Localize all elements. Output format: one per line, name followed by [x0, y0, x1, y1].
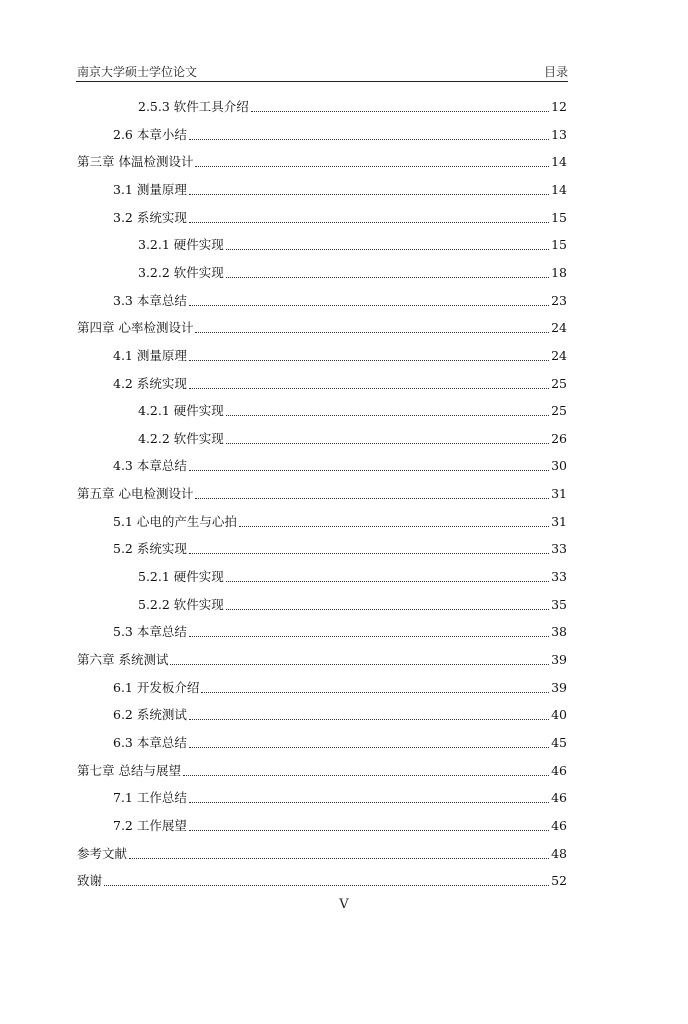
dot-leader	[189, 305, 549, 306]
dot-leader	[170, 664, 549, 665]
toc-entry-title: 6.1 开发板介绍	[113, 679, 200, 695]
toc-entry-title: 第六章 系统测试	[77, 652, 169, 667]
toc-entry-page: 12	[551, 99, 567, 114]
dot-leader	[189, 222, 549, 223]
toc-entry-title: 5.2.2 软件实现	[138, 596, 224, 612]
dot-leader	[129, 858, 549, 859]
toc-entry-title: 4.2.2 软件实现	[138, 430, 224, 446]
toc-entry-title: 5.2 系统实现	[113, 541, 187, 557]
toc-entry[interactable]	[77, 316, 567, 336]
toc-entry-title: 5.1 心电的产生与心拍	[113, 513, 237, 529]
toc-entry[interactable]	[77, 150, 567, 170]
toc-entry-page: 15	[551, 209, 567, 225]
toc-entry[interactable]	[138, 233, 567, 253]
toc-entry[interactable]	[138, 399, 567, 419]
toc-entry[interactable]	[113, 814, 567, 834]
dot-leader	[183, 775, 549, 776]
toc-entry[interactable]	[113, 344, 567, 364]
toc-entry[interactable]	[113, 123, 567, 143]
toc-entry-page: 40	[551, 707, 567, 723]
toc-entry-title: 7.2 工作展望	[113, 817, 187, 833]
dot-leader	[189, 470, 549, 471]
dot-leader	[226, 249, 549, 250]
toc-entry-title: 6.2 系统测试	[113, 707, 187, 723]
toc-entry-title: 7.1 工作总结	[113, 790, 187, 806]
toc-entry[interactable]	[113, 620, 567, 640]
toc-entry-title: 第五章 心电检测设计	[77, 486, 194, 502]
toc-entry-page: 14	[551, 154, 567, 170]
toc-entry-page: 39	[551, 652, 567, 667]
toc-entry[interactable]	[77, 759, 567, 779]
toc-entry-title: 3.3 本章总结	[113, 292, 187, 308]
toc-entry-page: 46	[551, 790, 567, 806]
toc-entry-title: 第七章 总结与展望	[77, 762, 181, 778]
toc-entry-page: 33	[551, 541, 567, 557]
dot-leader	[195, 166, 549, 167]
toc-entry[interactable]	[113, 454, 567, 474]
dot-leader	[195, 498, 549, 499]
dot-leader	[189, 360, 549, 361]
toc-entry-page: 30	[551, 458, 567, 474]
dot-leader	[226, 277, 549, 278]
toc-entry[interactable]	[113, 510, 567, 530]
toc-entry-page: 15	[551, 237, 567, 253]
toc-entry-title: 2.5.3 软件工具介绍	[138, 99, 249, 114]
toc-entry[interactable]	[77, 482, 567, 502]
toc-entry-title: 5.3 本章总结	[113, 624, 187, 640]
dot-leader	[251, 111, 549, 112]
toc-entry-page: 23	[551, 292, 567, 308]
toc-entry[interactable]	[113, 537, 567, 557]
toc-entry-title: 3.1 测量原理	[113, 181, 187, 197]
toc-entry[interactable]	[77, 869, 567, 889]
toc-entry-title: 2.6 本章小结	[113, 126, 187, 142]
toc-entry-page: 18	[551, 264, 567, 280]
toc-entry-page: 46	[551, 762, 567, 778]
toc-entry-title: 4.2 系统实现	[113, 375, 187, 391]
page-number: V	[339, 897, 349, 912]
toc-entry[interactable]	[138, 593, 567, 613]
toc-entry[interactable]	[113, 289, 567, 309]
toc-entry-page: 39	[551, 679, 567, 695]
toc-entry[interactable]	[113, 731, 567, 751]
toc-entry-page: 24	[551, 347, 567, 363]
toc-entry-page: 31	[551, 486, 567, 502]
dot-leader	[104, 885, 549, 886]
dot-leader	[189, 553, 549, 554]
toc-entry-page: 48	[551, 845, 567, 861]
toc-entry[interactable]	[113, 206, 567, 226]
dot-leader	[195, 332, 549, 333]
dot-leader	[189, 830, 549, 831]
running-header-section: 目录	[543, 65, 568, 79]
dot-leader	[189, 636, 549, 637]
toc-entry-page: 46	[551, 817, 567, 833]
toc-entry[interactable]	[138, 565, 567, 585]
toc-entry[interactable]	[77, 842, 567, 862]
toc-entry-title: 第四章 心率检测设计	[77, 320, 194, 336]
toc-entry-page: 35	[551, 596, 567, 612]
toc-entry-page: 31	[551, 513, 567, 529]
toc-entry-page: 25	[551, 403, 567, 419]
toc-entry[interactable]	[113, 178, 567, 198]
toc-entry-title: 5.2.1 硬件实现	[138, 569, 224, 585]
dot-leader	[226, 609, 549, 610]
toc-entry-page: 14	[551, 181, 567, 197]
toc-entry[interactable]	[138, 427, 567, 447]
toc-entry-title: 4.3 本章总结	[113, 458, 187, 474]
dot-leader	[189, 747, 549, 748]
running-header-title: 南京大学硕士学位论文	[77, 65, 198, 79]
toc-entry-page: 25	[551, 375, 567, 391]
toc-entry-title: 3.2.1 硬件实现	[138, 237, 224, 253]
dot-leader	[226, 443, 549, 444]
header-rule	[76, 81, 568, 82]
toc-entry[interactable]	[138, 261, 567, 281]
toc-entry-page: 52	[551, 873, 567, 889]
dot-leader	[226, 415, 549, 416]
toc-entry-page: 45	[551, 734, 567, 750]
dot-leader	[201, 692, 549, 693]
toc-entry-title: 第三章 体温检测设计	[77, 154, 194, 170]
toc-entry[interactable]	[138, 95, 567, 115]
toc-entry-page: 38	[551, 624, 567, 640]
toc-entry-title: 6.3 本章总结	[113, 734, 187, 750]
dot-leader	[189, 719, 549, 720]
toc-entry-page: 24	[551, 320, 567, 336]
toc-entry-title: 3.2 系统实现	[113, 209, 187, 225]
toc-entry-title: 参考文献	[77, 845, 128, 861]
dot-leader	[189, 388, 549, 389]
dot-leader	[239, 526, 549, 527]
toc-entry-title: 4.1 测量原理	[113, 347, 187, 363]
toc-entry[interactable]	[113, 703, 567, 723]
toc-entry[interactable]	[113, 372, 567, 392]
toc-entry[interactable]	[113, 786, 567, 806]
toc-entry[interactable]	[77, 648, 567, 668]
dot-leader	[226, 581, 549, 582]
dot-leader	[189, 802, 549, 803]
toc-entry-page: 33	[551, 569, 567, 585]
toc-entry[interactable]	[113, 676, 567, 696]
toc-entry-page: 13	[551, 126, 567, 142]
toc-entry-title: 3.2.2 软件实现	[138, 264, 224, 280]
dot-leader	[189, 194, 549, 195]
toc-entry-title: 致谢	[77, 873, 103, 889]
dot-leader	[189, 139, 549, 140]
toc-entry-page: 26	[551, 430, 567, 446]
toc-entry-title: 4.2.1 硬件实现	[138, 403, 224, 419]
